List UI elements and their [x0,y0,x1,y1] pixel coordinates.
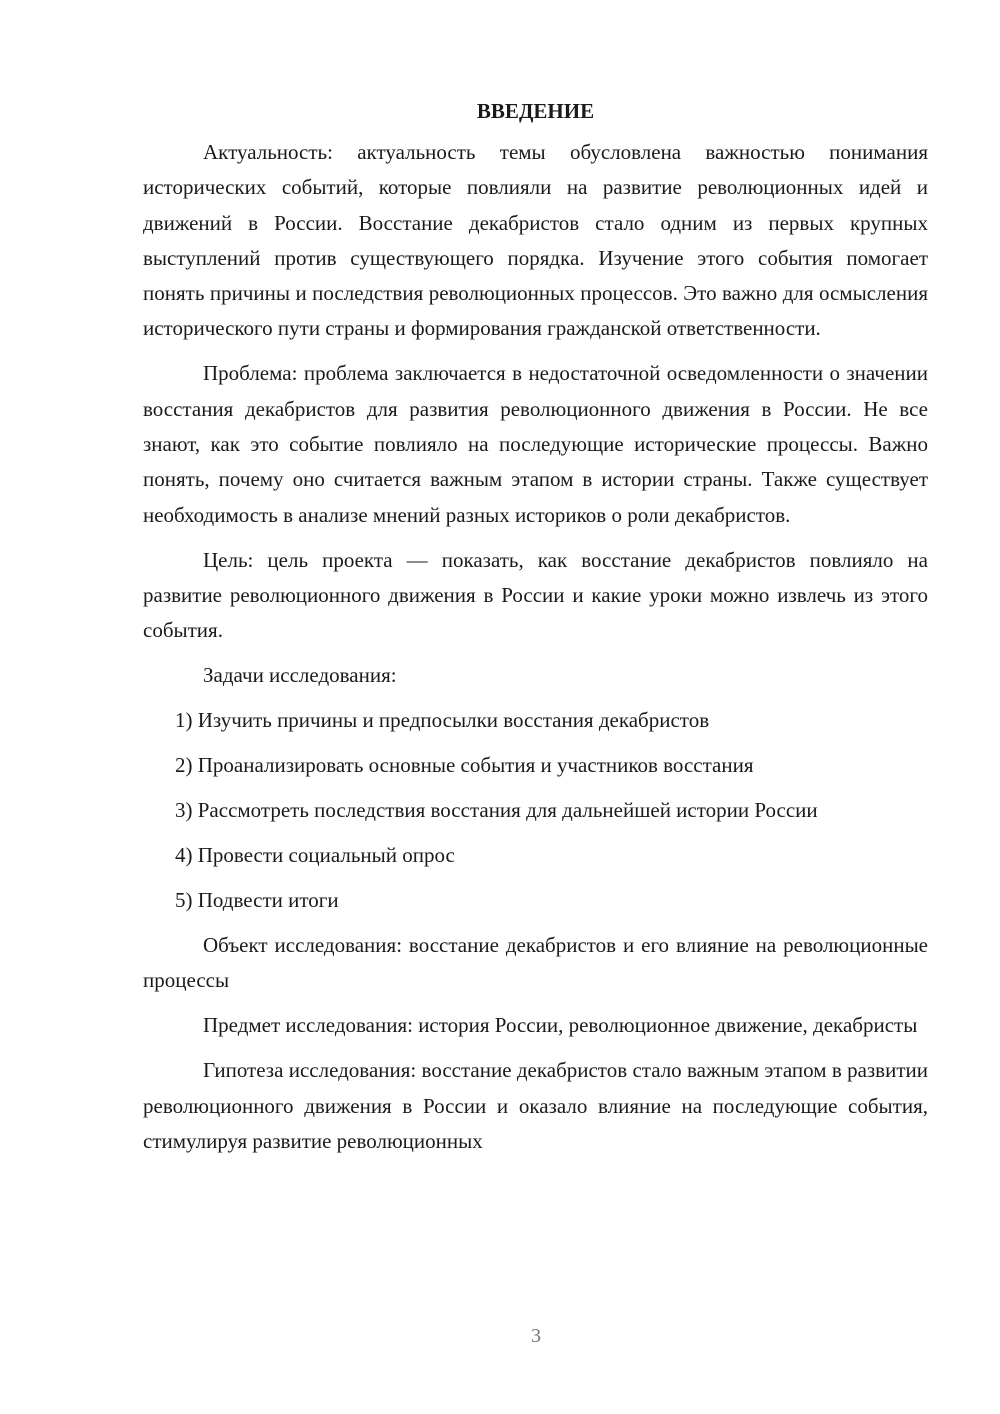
paragraph-tasks-title: Задачи исследования: [203,663,397,688]
tasks-list [143,703,928,918]
paragraph-relevance: Актуальность: актуальность темы обусловлена важностью понимания исторических событий, которые повлияли на развитие революционных идей и движений в России. Восстание декабристов стало одним из первых крупных выступлений против существующего порядка. Изучение этого события помогает понять причины и последствия революционных процессов. Это важно для осмысления исторического пути страны и формирования гражданской ответственности. [143,140,928,341]
paragraph-problem: Проблема: проблема заключается в недостаточной осведомленности о значении восстания декабристов для развития революционного движения в России. Не все знают, как это событие повлияло на последующие исторические процессы. Важно понять, почему оно считается важным этапом в истории страны. Также существует необходимость в анализе мнений разных историков о роли декабристов. [143,361,928,527]
list-item: 1) Изучить причины и предпосылки восстания декабристов [175,708,710,733]
page-number: 3 [531,1325,541,1347]
paragraph-goal: Цель: цель проекта — показать, как восстание декабристов повлияло на развитие революционного движения в России и какие уроки можно извлечь из этого события. [143,547,928,643]
paragraph-object: Объект исследования: восстание декабристов и его влияние на революционные процессы [143,933,928,993]
paragraph-subject: Предмет исследования: история России, революционное движение, декабристы [203,1013,918,1038]
list-item: 4) Провести социальный опрос [175,843,455,868]
paragraph-hypothesis: Гипотеза исследования: восстание декабристов стало важным этапом в развитии революционного движения в России и оказало влияние на последующие события, стимулируя развитие революционных [143,1058,928,1153]
list-item: 5) Подвести итоги [175,888,339,913]
section-heading: ВВЕДЕНИЕ [476,99,595,123]
document-page [143,96,928,1169]
list-item: 2) Проанализировать основные события и участников восстания [175,753,754,778]
list-item: 3) Рассмотреть последствия восстания для дальнейшей истории России [175,798,818,823]
